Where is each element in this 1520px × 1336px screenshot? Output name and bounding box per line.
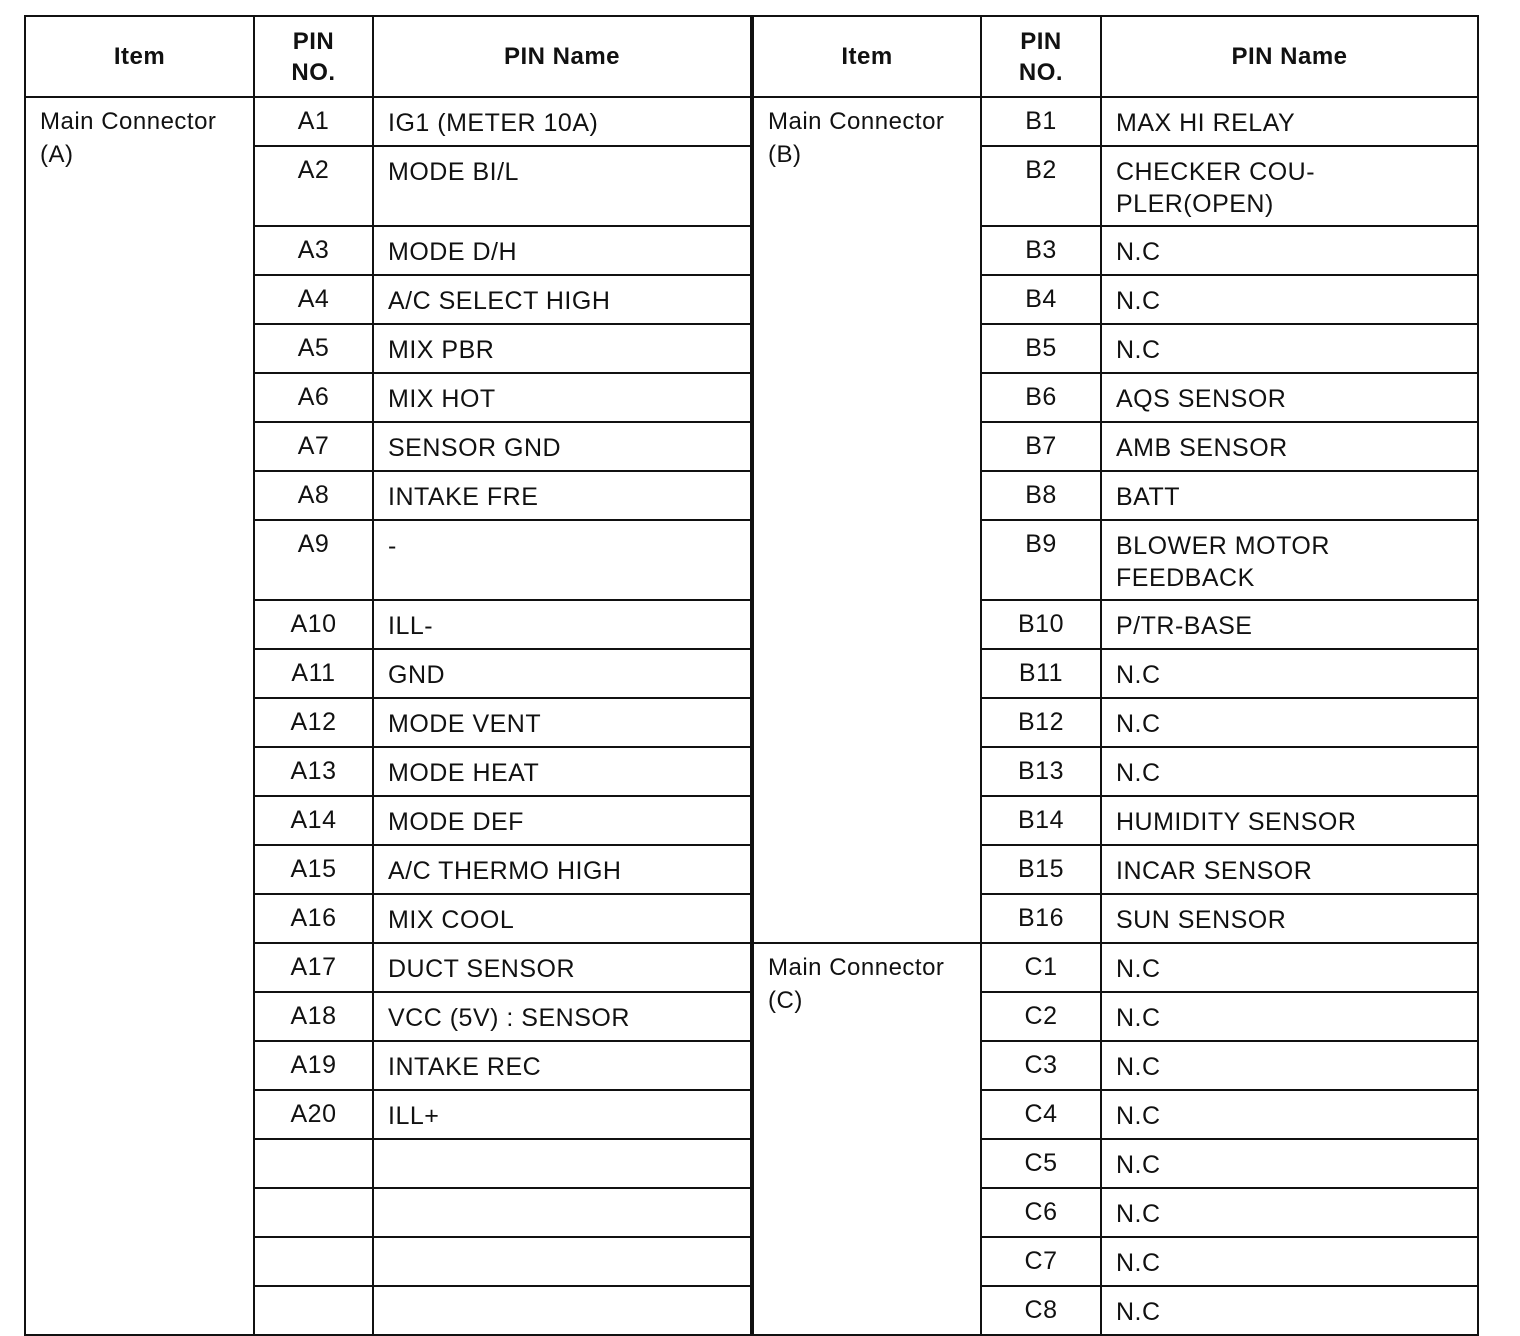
- header-pin-no: PIN NO.: [254, 16, 373, 97]
- pin-no: A4: [254, 275, 373, 324]
- pin-no: B16: [981, 894, 1101, 943]
- table-row: [753, 943, 1478, 992]
- pin-no: A1: [254, 97, 373, 146]
- empty-cell: [254, 1237, 373, 1286]
- pin-no: B8: [981, 471, 1101, 520]
- pin-name: N.C: [1101, 1286, 1478, 1335]
- empty-cell: [373, 1237, 751, 1286]
- pin-name: AMB SENSOR: [1101, 422, 1478, 471]
- pin-no: B3: [981, 226, 1101, 275]
- pin-name: HUMIDITY SENSOR: [1101, 796, 1478, 845]
- pin-name: VCC (5V) : SENSOR: [373, 992, 751, 1041]
- pin-name: ILL+: [373, 1090, 751, 1139]
- pin-no: B12: [981, 698, 1101, 747]
- pin-name: MODE HEAT: [373, 747, 751, 796]
- connector-b-label: Main Connector (B): [753, 97, 981, 943]
- pin-no: B7: [981, 422, 1101, 471]
- pin-name: MIX HOT: [373, 373, 751, 422]
- pin-no: B5: [981, 324, 1101, 373]
- pin-name: BLOWER MOTOR FEEDBACK: [1101, 520, 1478, 600]
- pin-name: MIX COOL: [373, 894, 751, 943]
- pin-name: N.C: [1101, 943, 1478, 992]
- empty-cell: [254, 1139, 373, 1188]
- pin-table-left: [24, 15, 752, 1336]
- header-item: Item: [25, 16, 254, 97]
- pin-no: B11: [981, 649, 1101, 698]
- pin-name: N.C: [1101, 1041, 1478, 1090]
- pin-name: N.C: [1101, 226, 1478, 275]
- pin-name: A/C SELECT HIGH: [373, 275, 751, 324]
- pin-name: GND: [373, 649, 751, 698]
- pin-no: A8: [254, 471, 373, 520]
- pin-name: CHECKER COU- PLER(OPEN): [1101, 146, 1478, 226]
- pin-no: C7: [981, 1237, 1101, 1286]
- pin-no: A14: [254, 796, 373, 845]
- pin-no: A3: [254, 226, 373, 275]
- pin-no: A7: [254, 422, 373, 471]
- pin-name: MODE DEF: [373, 796, 751, 845]
- pin-name: A/C THERMO HIGH: [373, 845, 751, 894]
- pin-table-right: [752, 15, 1479, 1336]
- pin-name: N.C: [1101, 1237, 1478, 1286]
- pin-name: N.C: [1101, 1188, 1478, 1237]
- pin-name: MODE VENT: [373, 698, 751, 747]
- pin-no: B1: [981, 97, 1101, 146]
- pin-no: A19: [254, 1041, 373, 1090]
- header-pin-name: PIN Name: [1101, 16, 1478, 97]
- connector-a-label: Main Connector (A): [25, 97, 254, 1335]
- pin-no: A20: [254, 1090, 373, 1139]
- pin-name: SUN SENSOR: [1101, 894, 1478, 943]
- pin-name: MIX PBR: [373, 324, 751, 373]
- empty-cell: [373, 1286, 751, 1335]
- empty-cell: [254, 1286, 373, 1335]
- pin-name: IG1 (METER 10A): [373, 97, 751, 146]
- header-item: Item: [753, 16, 981, 97]
- header-pin-no: PIN NO.: [981, 16, 1101, 97]
- pin-name: N.C: [1101, 747, 1478, 796]
- pin-name: INCAR SENSOR: [1101, 845, 1478, 894]
- pin-name: P/TR-BASE: [1101, 600, 1478, 649]
- pin-no: A11: [254, 649, 373, 698]
- pin-name: BATT: [1101, 471, 1478, 520]
- pin-no: B9: [981, 520, 1101, 600]
- pin-name: INTAKE REC: [373, 1041, 751, 1090]
- pin-name: N.C: [1101, 1090, 1478, 1139]
- pin-name: N.C: [1101, 992, 1478, 1041]
- pin-no: C3: [981, 1041, 1101, 1090]
- pin-no: B14: [981, 796, 1101, 845]
- pin-no: A16: [254, 894, 373, 943]
- pin-name: INTAKE FRE: [373, 471, 751, 520]
- pin-name: MAX HI RELAY: [1101, 97, 1478, 146]
- pin-no: A13: [254, 747, 373, 796]
- table-row: [753, 97, 1478, 146]
- pin-no: A6: [254, 373, 373, 422]
- pin-no: A18: [254, 992, 373, 1041]
- pin-no: B15: [981, 845, 1101, 894]
- pin-name: N.C: [1101, 649, 1478, 698]
- pin-name: SENSOR GND: [373, 422, 751, 471]
- pin-no: B10: [981, 600, 1101, 649]
- pin-no: C5: [981, 1139, 1101, 1188]
- empty-cell: [373, 1139, 751, 1188]
- empty-cell: [254, 1188, 373, 1237]
- pin-name: N.C: [1101, 1139, 1478, 1188]
- header-pin-name: PIN Name: [373, 16, 751, 97]
- pin-no: B13: [981, 747, 1101, 796]
- pin-no: C1: [981, 943, 1101, 992]
- pin-no: A12: [254, 698, 373, 747]
- pin-name: N.C: [1101, 324, 1478, 373]
- pin-name: N.C: [1101, 275, 1478, 324]
- pin-no: C8: [981, 1286, 1101, 1335]
- empty-cell: [373, 1188, 751, 1237]
- connector-c-label: Main Connector (C): [753, 943, 981, 1335]
- pin-name: AQS SENSOR: [1101, 373, 1478, 422]
- pin-no: A17: [254, 943, 373, 992]
- pin-name: MODE BI/L: [373, 146, 751, 226]
- pin-no: B2: [981, 146, 1101, 226]
- pin-name: -: [373, 520, 751, 600]
- pin-no: A5: [254, 324, 373, 373]
- pin-no: A2: [254, 146, 373, 226]
- pin-no: A9: [254, 520, 373, 600]
- pin-no: B6: [981, 373, 1101, 422]
- table-row: [25, 97, 751, 146]
- pin-no: B4: [981, 275, 1101, 324]
- pin-name: DUCT SENSOR: [373, 943, 751, 992]
- pin-no: A10: [254, 600, 373, 649]
- pin-no: C4: [981, 1090, 1101, 1139]
- pin-no: C2: [981, 992, 1101, 1041]
- pin-no: C6: [981, 1188, 1101, 1237]
- pin-name: ILL-: [373, 600, 751, 649]
- pin-name: MODE D/H: [373, 226, 751, 275]
- pin-name: N.C: [1101, 698, 1478, 747]
- pin-no: A15: [254, 845, 373, 894]
